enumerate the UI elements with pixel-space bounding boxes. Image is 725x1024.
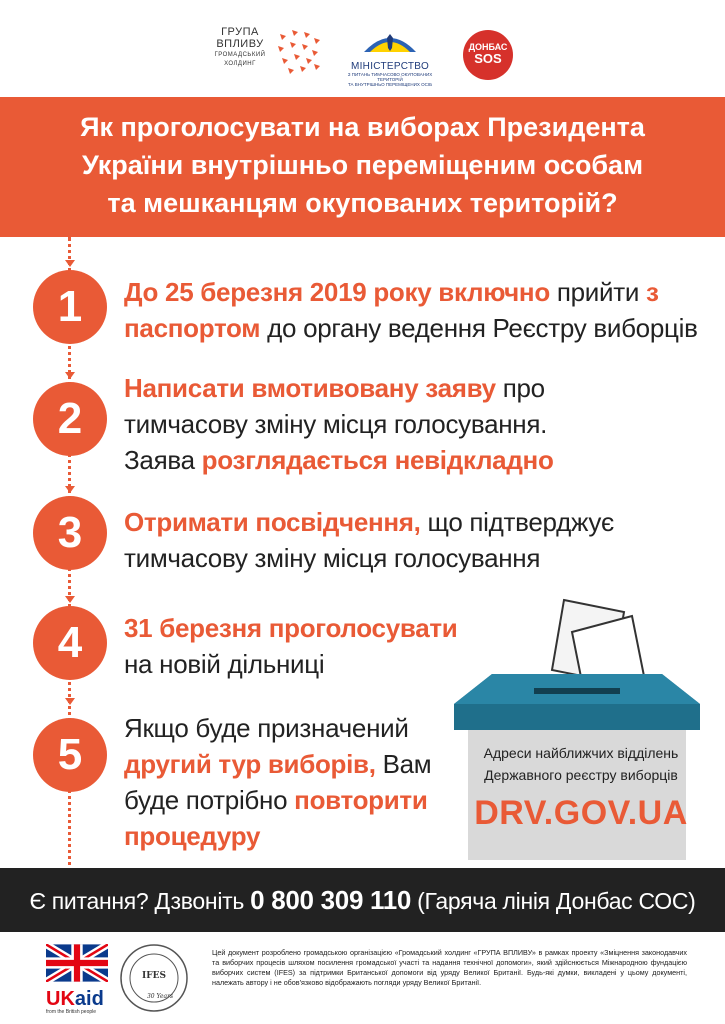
registry-info — [468, 742, 694, 833]
hotline-text — [0, 868, 725, 932]
step-number-badge: 2 — [33, 382, 107, 456]
highlight: процедуру — [124, 821, 261, 851]
arrow-down-icon — [65, 596, 75, 603]
text: Заява — [124, 445, 202, 475]
title-line: та мешканцям окупованих територій? — [107, 188, 618, 218]
ifes-logo — [118, 942, 190, 1014]
highlight: повторити — [294, 785, 428, 815]
svg-text:IFES: IFES — [142, 971, 166, 981]
ukaid-wordmark — [46, 989, 108, 1009]
step-1-text — [124, 274, 704, 346]
logo-line: ВПЛИВУ — [216, 38, 264, 50]
text: тимчасову зміну місця голосування — [124, 543, 541, 573]
footer-disclaimer: Цей документ розроблено громадською організацією «Громадський холдинг «ГРУПА ВПЛИВУ» в рамках проекту «Зміцнення законодавчих та виборчих процесів шляхом посилення громадської участі та надання технічної допомоги», який здійснюється Міжнародною фундацією виборчих систем (IFES) за підтримки Британської допомоги від уряду Великої Британії. Будь-які думки, викладені у цьому документі, належать автору і не обов'язково відображають погляди уряду Великої Британії. — [212, 948, 687, 987]
step-number-badge: 3 — [33, 496, 107, 570]
step-number-badge: 4 — [33, 606, 107, 680]
step-number-badge: 5 — [33, 718, 107, 792]
ifes-years: 30 Years — [146, 993, 174, 1000]
highlight: з — [646, 277, 659, 307]
logo-line: ХОЛДИНГ — [224, 61, 256, 67]
page-title — [0, 108, 725, 222]
text: прийти — [549, 277, 646, 307]
sos-line: ДОНБАС — [468, 42, 508, 52]
text: що підтверджує — [420, 507, 615, 537]
hotline-pre: Є питання? Дзвоніть — [29, 888, 251, 914]
registry-info-line: Адреси найближчих відділень — [483, 745, 679, 761]
registry-info-line: Державного реєстру виборців — [484, 767, 678, 783]
step-4-text — [124, 610, 464, 682]
ukaid-aid: aid — [74, 988, 104, 1010]
step-5-text — [124, 710, 444, 854]
donbas-sos-logo — [463, 30, 513, 80]
text: про — [495, 373, 545, 403]
hromadskyi-logo-text — [205, 26, 275, 68]
registry-url: DRV.GOV.UA — [474, 794, 688, 832]
uk-flag-icon — [46, 944, 108, 982]
ministry-sub: ТА ВНУТРІШНЬО ПЕРЕМІЩЕНИХ ОСІБ — [347, 82, 433, 87]
highlight: 31 березня проголосувати — [124, 613, 458, 643]
sos-line: SOS — [474, 51, 502, 66]
logo-line: ГРУПА — [221, 26, 259, 38]
arrow-down-icon — [65, 698, 75, 705]
ministry-sub: З ПИТАНЬ ТИМЧАСОВО ОКУПОВАНИХ ТЕРИТОРІЙ — [347, 72, 433, 82]
ukaid-sub: from the British people — [46, 1009, 97, 1015]
arrow-down-icon — [65, 372, 75, 379]
ifes-seal-icon — [118, 942, 190, 1014]
title-line: Як проголосувати на виборах Президента — [80, 112, 645, 142]
text: до органу ведення Реєстру виборців — [260, 313, 698, 343]
highlight: До 25 березня 2019 року включно — [124, 277, 550, 307]
text: на новій дільниці — [124, 649, 325, 679]
step-3-text — [124, 504, 704, 576]
highlight: Отримати посвідчення, — [124, 507, 421, 537]
hromadskyi-logo-mark — [270, 24, 326, 80]
step-number-badge: 1 — [33, 270, 107, 344]
hotline-post: (Гаряча лінія Донбас СОС) — [411, 888, 696, 914]
step-2-text — [124, 370, 704, 478]
highlight: розглядається невідкладно — [201, 445, 554, 475]
highlight: паспортом — [124, 313, 261, 343]
hotline-phone: 0 800 309 110 — [250, 885, 412, 915]
ministry-name: МІНІСТЕРСТВО — [350, 61, 430, 72]
text: буде потрібно — [124, 785, 295, 815]
ukaid-logo — [46, 944, 108, 1015]
text: тимчасову зміну місця голосування. — [124, 409, 548, 439]
ministry-emblem-icon — [360, 28, 420, 54]
ukaid-uk: UK — [46, 988, 75, 1010]
logo-line: ГРОМАДСЬКИЙ — [214, 52, 266, 58]
text: Вам — [375, 749, 432, 779]
highlight: Написати вмотивовану заяву — [124, 373, 496, 403]
title-line: України внутрішньо переміщеним особам — [81, 150, 644, 180]
text: Якщо буде призначений — [124, 713, 409, 743]
highlight: другий тур виборів, — [124, 749, 376, 779]
ministry-logo — [335, 28, 445, 87]
arrow-down-icon — [65, 260, 75, 267]
arrow-down-icon — [65, 486, 75, 493]
